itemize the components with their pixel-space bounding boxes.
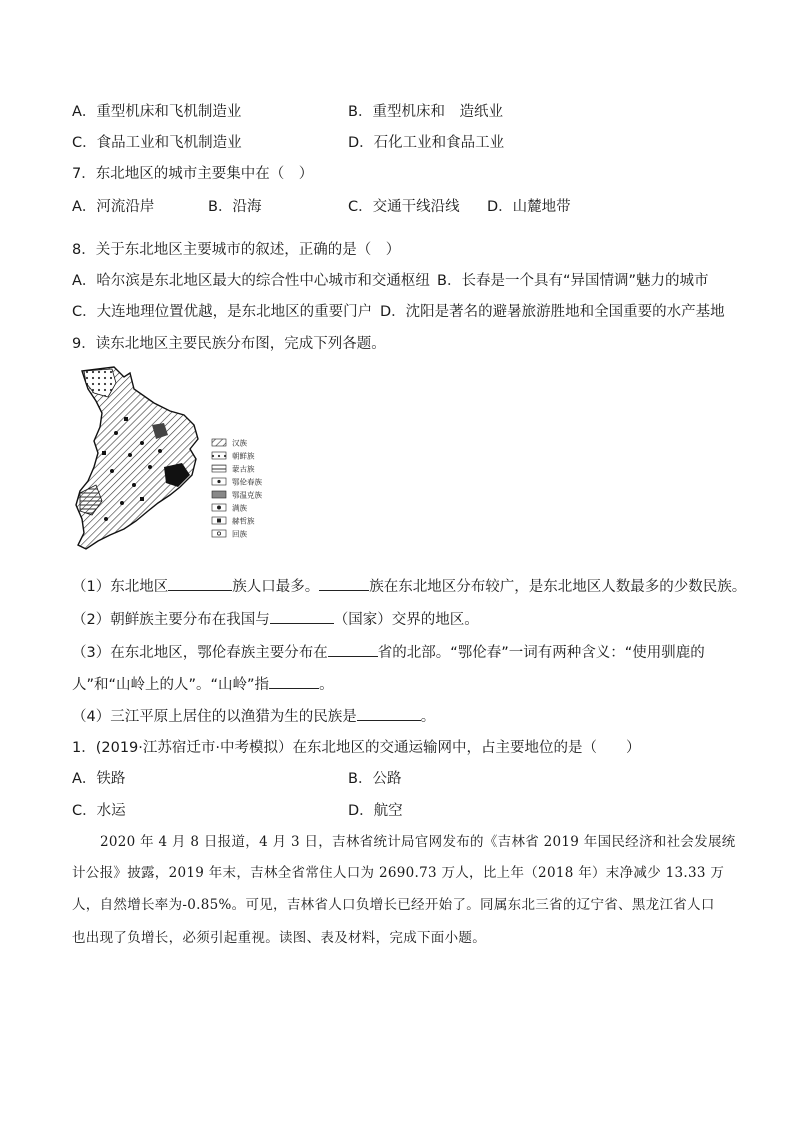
q8-option-a: A．哈尔滨是东北地区最大的综合性中心城市和交通枢纽 xyxy=(72,273,430,289)
q1-option-b: B．公路 xyxy=(348,771,402,787)
q9-sub1-text-a: （1）东北地区 xyxy=(72,579,169,595)
q9-sub2-text-b: （国家）交界的地区。 xyxy=(333,612,479,628)
q9-sub3-text-a: （3）在东北地区，鄂伦春族主要分布在 xyxy=(72,645,328,661)
q9-sub3-text-d: 。 xyxy=(319,677,334,693)
legend-swatch-korean xyxy=(212,452,226,459)
q9-sub4 xyxy=(72,706,435,727)
q7-option-a: A．河流沿岸 xyxy=(72,199,155,215)
q7-option-c: C．交通干线沿线 xyxy=(348,199,460,215)
q9-sub2-text-a: （2）朝鲜族主要分布在我国与 xyxy=(72,612,270,628)
legend-swatch-evenki xyxy=(212,491,226,498)
q8-option-b: B．长春是一个具有“异国情调”魅力的城市 xyxy=(437,273,709,289)
legend-hui: 回族 xyxy=(232,529,247,539)
map-legend xyxy=(212,438,262,539)
q9-sub2 xyxy=(72,609,479,630)
answer-blank[interactable] xyxy=(357,706,421,721)
q6-option-a: A．重型机床和飞机制造业 xyxy=(72,104,242,120)
ethnic-distribution-map xyxy=(72,363,282,563)
q1-option-d: D．航空 xyxy=(348,803,403,819)
passage-line-2: 计公报》披露，2019 年末，吉林全省常住人口为 2690.73 万人，比上年（2018 年）末净减少 13.33 万 xyxy=(72,865,725,881)
q9-sub1-text-b: 族人口最多。 xyxy=(232,579,320,595)
map-region-outline xyxy=(76,367,198,549)
q8-stem: 8．关于东北地区主要城市的叙述，正确的是（ ） xyxy=(72,242,401,258)
q9-sub1-text-c: 族在东北地区分布较广，是东北地区人数最多的少数民族。 xyxy=(369,579,747,595)
answer-blank[interactable] xyxy=(328,642,378,657)
legend-oroqen: 鄂伦春族 xyxy=(232,477,262,487)
q7-stem: 7．东北地区的城市主要集中在（ ） xyxy=(72,166,314,182)
q9-sub4-text-a: （4）三江平原上居住的以渔猎为生的民族是 xyxy=(72,709,357,725)
q9-stem: 9．读东北地区主要民族分布图，完成下列各题。 xyxy=(72,336,386,352)
q1-option-c: C．水运 xyxy=(72,803,126,819)
legend-mongol: 蒙古族 xyxy=(232,464,255,474)
legend-korean: 朝鲜族 xyxy=(232,451,255,461)
answer-blank[interactable] xyxy=(270,609,334,624)
legend-swatch-mongol xyxy=(212,465,226,472)
q6-option-b: B．重型机床和 造纸业 xyxy=(348,104,503,120)
legend-hezhe: 赫哲族 xyxy=(232,516,255,526)
q1-stem: 1．(2019·江苏宿迁市·中考模拟）在东北地区的交通运输网中，占主要地位的是（ ） xyxy=(72,740,641,756)
q7-option-b: B．沿海 xyxy=(208,199,262,215)
legend-swatch-han xyxy=(212,439,226,446)
passage-line-3: 人，自然增长率为-0.85%。可见，吉林省人口负增长已经开始了。同属东北三省的辽宁省、黑龙江省人口 xyxy=(72,897,715,913)
q9-sub1 xyxy=(72,576,746,597)
answer-blank[interactable] xyxy=(269,674,319,689)
q9-sub3-text-b: 省的北部。“鄂伦春”一词有两种含义：“使用驯鹿的 xyxy=(377,645,705,661)
q8-option-c: C．大连地理位置优越，是东北地区的重要门户 xyxy=(72,304,373,320)
q7-option-d: D．山麓地带 xyxy=(487,199,571,215)
q9-sub3-text-c: 人”和“山岭上的人”。“山岭”指 xyxy=(72,677,270,693)
passage-line-4: 也出现了负增长，必须引起重视。读图、表及材料，完成下面小题。 xyxy=(72,930,486,946)
q1-option-a: A．铁路 xyxy=(72,771,126,787)
legend-han: 汉族 xyxy=(232,438,247,448)
legend-evenki: 鄂温克族 xyxy=(232,490,262,500)
q6-option-d: D．石化工业和食品工业 xyxy=(348,135,505,151)
q9-sub3-cont xyxy=(72,674,334,695)
passage-line-1: 2020 年 4 月 8 日报道，4 月 3 日，吉林省统计局官网发布的《吉林省 2019 年国民经济和社会发展统 xyxy=(100,834,736,850)
q9-sub3 xyxy=(72,642,705,663)
q9-sub4-text-b: 。 xyxy=(420,709,436,725)
legend-manchu: 满族 xyxy=(232,503,247,513)
answer-blank[interactable] xyxy=(168,576,232,591)
answer-blank[interactable] xyxy=(319,576,369,591)
q8-option-d: D．沈阳是著名的避暑旅游胜地和全国重要的水产基地 xyxy=(380,304,725,320)
q6-option-c: C．食品工业和飞机制造业 xyxy=(72,135,242,151)
